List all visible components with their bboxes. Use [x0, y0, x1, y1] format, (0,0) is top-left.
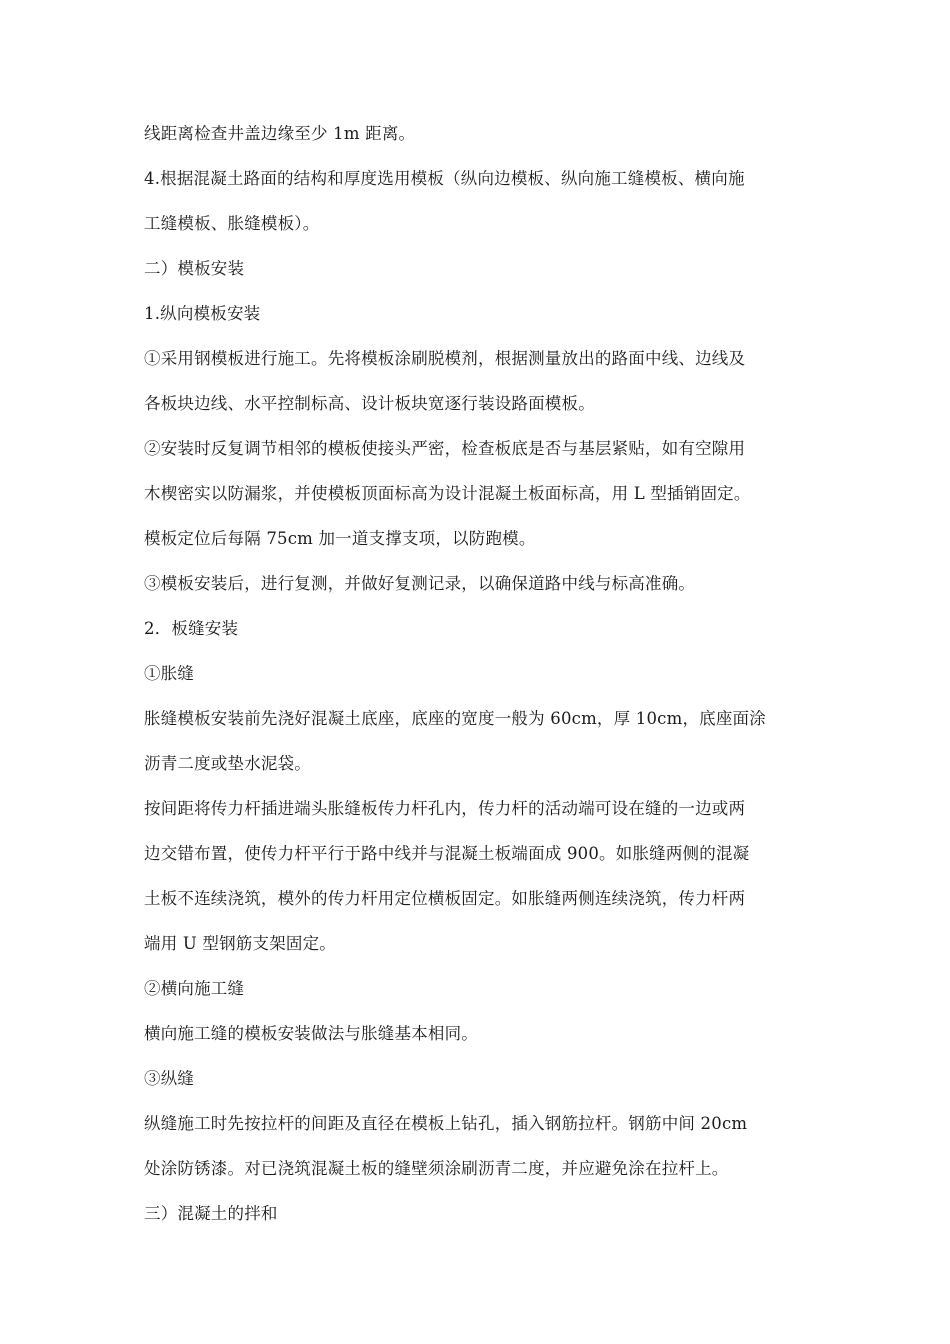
subsection-heading: 1.纵向模板安装	[144, 304, 261, 323]
subsection-heading: 2．板缝安装	[144, 619, 239, 638]
text-line: ②安装时反复调节相邻的模板使接头严密，检查板底是否与基层紧贴，如有空隙用	[144, 439, 746, 458]
text-line: 土板不连续浇筑，模外的传力杆用定位横板固定。如胀缝两侧连续浇筑，传力杆两	[144, 889, 746, 908]
text-line: 工缝模板、胀缝模板）。	[144, 214, 320, 233]
item-heading: ①胀缝	[144, 664, 195, 683]
text-line: 各板块边线、水平控制标高、设计板块宽逐行装设路面模板。	[144, 394, 595, 413]
section-heading: 二）模板安装	[144, 259, 245, 278]
text-line: ①采用钢模板进行施工。先将模板涂刷脱模剂，根据测量放出的路面中线、边线及	[144, 349, 746, 368]
text-line: 模板定位后每隔 75cm 加一道支撑支项，以防跑模。	[144, 529, 536, 548]
text-line: 处涂防锈漆。对已浇筑混凝土板的缝壁须涂刷沥青二度，并应避免涂在拉杆上。	[144, 1159, 729, 1178]
text-line: 线距离检查井盖边缘至少 1m 距离。	[144, 124, 416, 143]
item-heading: ②横向施工缝	[144, 979, 245, 998]
text-line: ③模板安装后，进行复测，并做好复测记录，以确保道路中线与标高准确。	[144, 574, 696, 593]
item-heading: ③纵缝	[144, 1069, 195, 1088]
text-line: 胀缝模板安装前先浇好混凝土底座，底座的宽度一般为 60cm，厚 10cm，底座面涂	[144, 709, 766, 728]
text-line: 边交错布置，使传力杆平行于路中线并与混凝土板端面成 900。如胀缝两侧的混凝	[144, 844, 750, 863]
text-line: 纵缝施工时先按拉杆的间距及直径在模板上钻孔，插入钢筋拉杆。钢筋中间 20cm	[144, 1114, 748, 1133]
section-heading: 三）混凝土的拌和	[144, 1204, 278, 1223]
text-line: 横向施工缝的模板安装做法与胀缝基本相同。	[144, 1024, 478, 1043]
text-line: 4.根据混凝土路面的结构和厚度选用模板（纵向边模板、纵向施工缝模板、横向施	[144, 169, 745, 188]
text-line: 木楔密实以防漏浆，并使模板顶面标高为设计混凝土板面标高，用 L 型插销固定。	[144, 484, 751, 503]
text-line: 按间距将传力杆插进端头胀缝板传力杆孔内，传力杆的活动端可设在缝的一边或两	[144, 799, 746, 818]
text-line: 沥青二度或垫水泥袋。	[144, 754, 311, 773]
text-line: 端用 U 型钢筋支架固定。	[144, 934, 336, 953]
